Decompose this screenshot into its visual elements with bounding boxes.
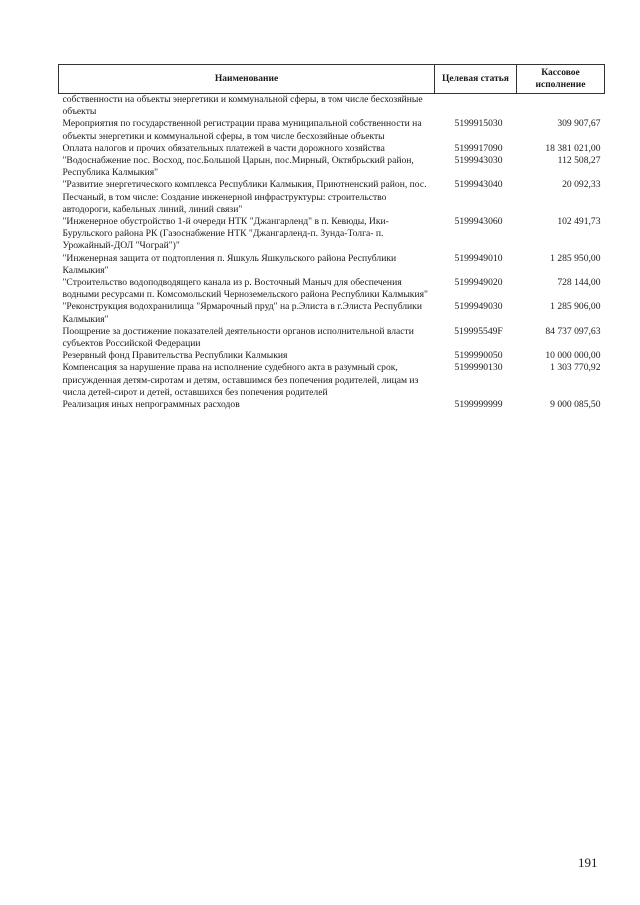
row-code-cell [435, 94, 517, 119]
table-row [59, 179, 605, 216]
row-name-cell: Компенсация за нарушение права на исполнение судебного акта в разумный срок, присужденная детям-сиротам и детям, оставшимся без попечения родителей, лицам из числа детей-сирот и детей, оставшихся без попечения родителей [62, 362, 419, 398]
row-name-cell: Реализация иных непрограммных расходов [62, 399, 240, 411]
table-body [59, 94, 605, 412]
table-row [59, 399, 605, 411]
row-name-cell: "Инженерное обустройство 1-й очереди НТК "Джангарленд" в п. Кевюды, Ики-Бурульского района РК (Газоснабжение НТК "Джангарленд-п. Зунда-Толга- п. Урожайный-ДОЛ "Чограй")" [62, 216, 389, 252]
row-code-cell: 5199943060 [454, 216, 503, 228]
table-row [59, 253, 605, 277]
row-name-cell: "Развитие энергетического комплекса Республики Калмыкия, Приютненский район, пос. Песчаный, в том числе: Создание инженерной инфраструктуры: строительство автодороги, кабельных линий, линий связи" [62, 179, 427, 215]
table-row [59, 301, 605, 325]
row-amount-cell: 1 303 770,92 [550, 362, 601, 374]
row-name-cell: "Инженерная защита от подтопления п. Яшкуль Яшкульского района Республики Калмыкия" [62, 252, 397, 276]
table-row [59, 362, 605, 399]
row-amount-cell: 309 907,67 [557, 118, 601, 130]
row-code-cell: 519995549F [454, 325, 503, 337]
row-amount-cell: 1 285 950,00 [550, 252, 601, 264]
row-code-cell: 5199949020 [454, 277, 503, 289]
column-header-name: Наименование [59, 65, 435, 94]
row-amount-cell: 102 491,73 [557, 216, 601, 228]
row-code-cell: 5199917090 [454, 142, 503, 154]
row-code-cell: 5199990050 [454, 350, 503, 362]
table-row [59, 326, 605, 350]
row-code-cell: 5199943030 [454, 155, 503, 167]
row-name-cell: "Реконструкция водохранилища "Ярмарочный пруд" на р.Элиста в г.Элиста Республики Калмыкия" [62, 301, 422, 325]
row-amount-cell: 9 000 085,50 [550, 399, 601, 411]
row-amount-cell: 10 000 000,00 [545, 350, 601, 362]
row-amount-cell: 18 381 021,00 [545, 142, 601, 154]
row-amount-cell [517, 94, 605, 119]
row-code-cell: 5199949030 [454, 301, 503, 313]
row-name-cell: Мероприятия по государственной регистрации права муниципальной собственности на объекты энергетики и коммунальной сферы, в том числе бесхозяйные объекты [62, 118, 422, 142]
row-code-cell: 5199990130 [454, 362, 503, 374]
row-name-cell: Оплата налогов и прочих обязательных платежей в части дорожного хозяйства [62, 142, 385, 154]
page-number: 191 [578, 855, 598, 870]
row-code-cell: 5199943040 [454, 179, 503, 191]
table-header [59, 65, 605, 94]
table-row [59, 94, 605, 119]
column-header-amount: Кассовое исполнение [517, 65, 605, 94]
table-row [59, 118, 605, 142]
budget-table [58, 64, 605, 411]
row-name-cell: "Строительство водоподводящего канала из р. Восточный Маныч для обеспечения водными ресурсами п. Комсомольский Черноземельского района Республики Калмыкия" [62, 277, 428, 301]
table-row [59, 155, 605, 179]
row-name-cell: Поощрение за достижение показателей деятельности органов исполнительной власти субъектов Российской Федерации [62, 325, 414, 350]
row-amount-cell: 112 508,27 [557, 155, 601, 167]
row-amount-cell: 1 285 906,00 [550, 301, 601, 313]
table-row [59, 350, 605, 362]
row-amount-cell: 84 737 097,63 [545, 325, 601, 337]
row-name-cell: "Водоснабжение пос. Восход, пос.Большой Царын, пос.Мирный, Октябрьский район, Республика Калмыкия" [62, 155, 414, 179]
table-row [59, 277, 605, 301]
table-row [59, 143, 605, 155]
row-amount-cell: 20 092,33 [562, 179, 601, 191]
row-code-cell: 5199915030 [454, 118, 503, 130]
row-code-cell: 5199999999 [454, 399, 503, 411]
row-name-cell: Резервный фонд Правительства Республики Калмыкия [62, 350, 288, 362]
row-name-cell: собственности на объекты энергетики и коммунальной сферы, в том числе бесхозяйные объекты [62, 94, 423, 118]
row-code-cell: 5199949010 [454, 252, 503, 264]
column-header-code: Целевая статья [435, 65, 517, 94]
table-row [59, 216, 605, 253]
row-amount-cell: 728 144,00 [557, 277, 601, 289]
